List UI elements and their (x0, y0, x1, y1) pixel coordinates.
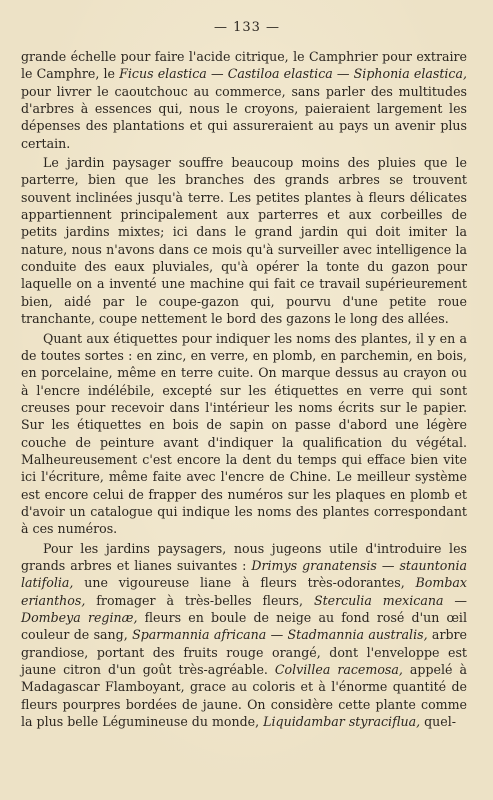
text-run: fromager à très-belles fleurs, (85, 592, 314, 608)
body-text (21, 48, 467, 730)
paragraph (21, 330, 467, 538)
italic-text: Liquidambar styraciflua, (263, 714, 421, 730)
text-run: appelé à Madagascar Flamboyant, grace au coloris et à l'énorme quantité de fleurs pourpres bordées de jaune. On considère cette plante comme la plus belle Légumineuse du monde, (21, 662, 467, 730)
text-run: quel- (420, 714, 457, 730)
text-run: arbre grandiose, portant des fruits rouge orangé, dont l'enveloppe est jaune citron d'un goût très-agréable. (21, 627, 467, 678)
italic-text: Sparmannia africana — Stadmannia australis, (132, 627, 428, 643)
text-run: pour livrer le caoutchouc au commerce, sans parler des multitudes d'arbres à essences qui, nous le croyons, paieraient largement les dépenses des plantations et qui assureraient au pays un avenir plus certain. (21, 83, 467, 151)
italic-text: Ficus elastica — Castiloa elastica — Siphonia elastica, (119, 66, 467, 82)
italic-text: Bombax erianthos, (21, 575, 467, 608)
text-run: Pour les jardins paysagers, nous jugeons utile d'introduire les grands arbres et lianes suivantes : (21, 540, 467, 573)
text-run: Le jardin paysager souffre beaucoup moins des pluies que le parterre, bien que les branches des grands arbres se trouvent souvent inclinées jusqu'à terre. Les petites plantes à fleurs délicates appartiennent principalement aux parterres et aux corbeilles de petits jardins mixtes; ici dans le grand jardin qui doit imiter la nature, nous n'avons dans ce mois qu'à surveiller avec intelligence la conduite des eaux pluviales, qu'à opérer la tonte du gazon pour laquelle on a inventé une machine qui fait ce travail supérieurement bien, aidé par le coupe-gazon qui, pourvu d'une petite roue tranchante, coupe nettement le bord des gazons le long des allées. (21, 155, 467, 327)
text-run: grande échelle pour faire l'acide citrique, le Camphrier pour extraire le Camphre, le (21, 49, 467, 82)
text-run: Quant aux étiquettes pour indiquer les noms des plantes, il y en a de toutes sortes : en zinc, en verre, en plomb, en parchemin, en bois, en porcelaine, même en terre cuite. On marque dessus au crayon ou à l'encre indélébile, excepté sur les étiquettes en verre qui sont creuses pour recevoir dans l'intérieur les noms écrits sur le papier. Sur les étiquettes en bois de sapin on passe d'abord une légère couche de peinture avant d'indiquer la qualification du végétal. Malheureusement c'est encore la dent du temps qui efface bien vite ici l'écriture, même faite avec l'encre de Chine. Le meilleur système est encore celui de frapper des numéros sur les plaques en plomb et d'avoir un catalogue qui indique les noms des plantes correspondant à ces numéros. (21, 330, 467, 537)
italic-text: Drimys granatensis — stauntonia latifolia, (21, 557, 467, 591)
text-run: fleurs en boule de neige au fond rosé d'un œil couleur de sang, (21, 610, 467, 643)
text-run: une vigoureuse liane à fleurs très-odorantes, (73, 575, 416, 591)
italic-text: Colvillea racemosa, (274, 662, 403, 678)
italic-text: Sterculia mexicana — Dombeya reginæ, (21, 592, 467, 625)
paragraph (21, 154, 467, 327)
paragraph (21, 540, 467, 731)
paragraph (21, 48, 467, 152)
page-number: — 133 — (213, 20, 281, 35)
